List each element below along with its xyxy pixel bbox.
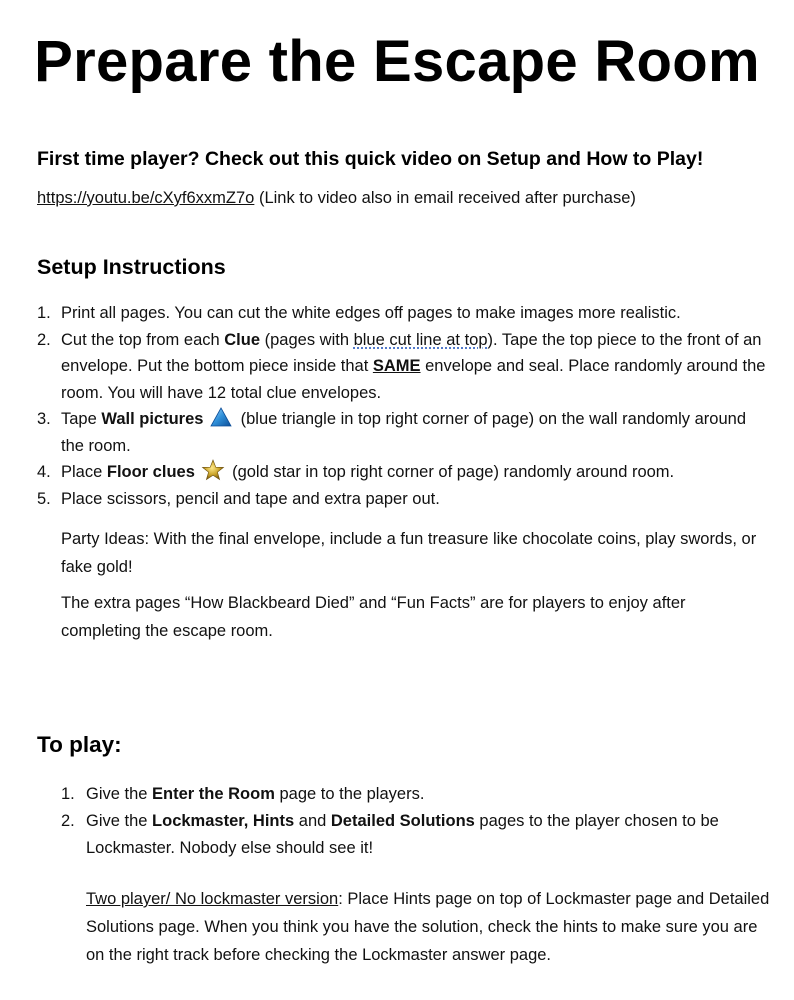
play-item-1 xyxy=(61,781,761,808)
floor-clues-term: Floor clues xyxy=(106,463,195,481)
blue-triangle-icon xyxy=(210,407,232,427)
first-time-heading: First time player? Check out this quick video on Setup and How to Play! xyxy=(37,148,704,170)
setup-item-text: envelope and seal. Place randomly around the room. You will have 12 total clue envelopes. xyxy=(61,357,766,402)
play-item-text: Give the xyxy=(86,812,153,830)
list-number: 4. xyxy=(37,463,51,481)
play-item-text: and xyxy=(294,812,331,830)
setup-list xyxy=(37,300,767,512)
play-list xyxy=(61,781,761,862)
setup-item-text: Place scissors, pencil and tape and extra paper out. xyxy=(61,489,440,508)
gold-star-icon xyxy=(201,459,225,481)
video-link-note: (Link to video also in email received after purchase) xyxy=(254,189,636,207)
play-item-2 xyxy=(61,808,761,862)
wall-pictures-term: Wall pictures xyxy=(101,410,204,428)
list-number: 2. xyxy=(37,330,51,349)
same-emphasis: SAME xyxy=(372,357,421,375)
setup-item-3 xyxy=(37,406,767,459)
setup-item-2 xyxy=(37,327,767,407)
blue-cut-line-phrase: blue cut line at top xyxy=(353,330,488,349)
party-ideas: Party Ideas: With the final envelope, include a fun treasure like chocolate coins, play swords, or fake gold! xyxy=(61,530,757,576)
setup-item-1 xyxy=(37,300,767,327)
list-number: 1. xyxy=(37,304,51,322)
two-player-text: : Place Hints page on top of Lockmaster page and Detailed Solutions page. When you think you have the solution, check the hints to make sure you are on the right track before checking the Lockmaster answer page. xyxy=(86,890,770,964)
setup-item-5 xyxy=(37,486,767,513)
extra-pages-note: The extra pages “How Blackbeard Died” and “Fun Facts” are for players to enjoy after completing the escape room. xyxy=(61,594,686,640)
list-number: 2. xyxy=(61,812,75,830)
lockmaster-hints-term: Lockmaster, Hints xyxy=(152,812,295,830)
clue-term: Clue xyxy=(224,330,261,349)
setup-item-text: Print all pages. You can cut the white edges off pages to make images more realistic. xyxy=(61,304,681,322)
setup-item-text: (blue triangle in top right corner of page) on the wall randomly around the room. xyxy=(61,410,747,455)
setup-item-text: ). Tape the top piece to the front of an envelope. Put the bottom piece inside that xyxy=(61,330,762,375)
setup-item-text: Tape xyxy=(61,410,102,428)
page-title: Prepare the Escape Room xyxy=(34,29,760,94)
list-number: 3. xyxy=(37,410,51,428)
detailed-solutions-term: Detailed Solutions xyxy=(330,812,475,830)
play-item-text: pages to the player chosen to be Lockmaster. Nobody else should see it! xyxy=(86,812,719,857)
list-number: 5. xyxy=(37,489,51,508)
video-link-line xyxy=(37,189,636,208)
setup-item-text: (pages with xyxy=(260,330,354,349)
video-link[interactable]: https://youtu.be/cXyf6xxmZ7o xyxy=(37,189,255,207)
play-item-text: page to the players. xyxy=(274,785,425,803)
enter-room-term: Enter the Room xyxy=(152,785,275,803)
setup-item-text: Place xyxy=(61,463,107,481)
setup-item-text: (gold star in top right corner of page) randomly around room. xyxy=(227,463,675,481)
to-play-heading: To play: xyxy=(37,732,122,757)
two-player-note xyxy=(86,885,776,969)
setup-item-text: Cut the top from each xyxy=(61,330,225,349)
setup-heading: Setup Instructions xyxy=(37,255,226,279)
two-player-label: Two player/ No lockmaster version xyxy=(86,890,339,908)
play-item-text: Give the xyxy=(86,785,153,803)
setup-item-4 xyxy=(37,459,767,486)
list-number: 1. xyxy=(61,785,75,803)
